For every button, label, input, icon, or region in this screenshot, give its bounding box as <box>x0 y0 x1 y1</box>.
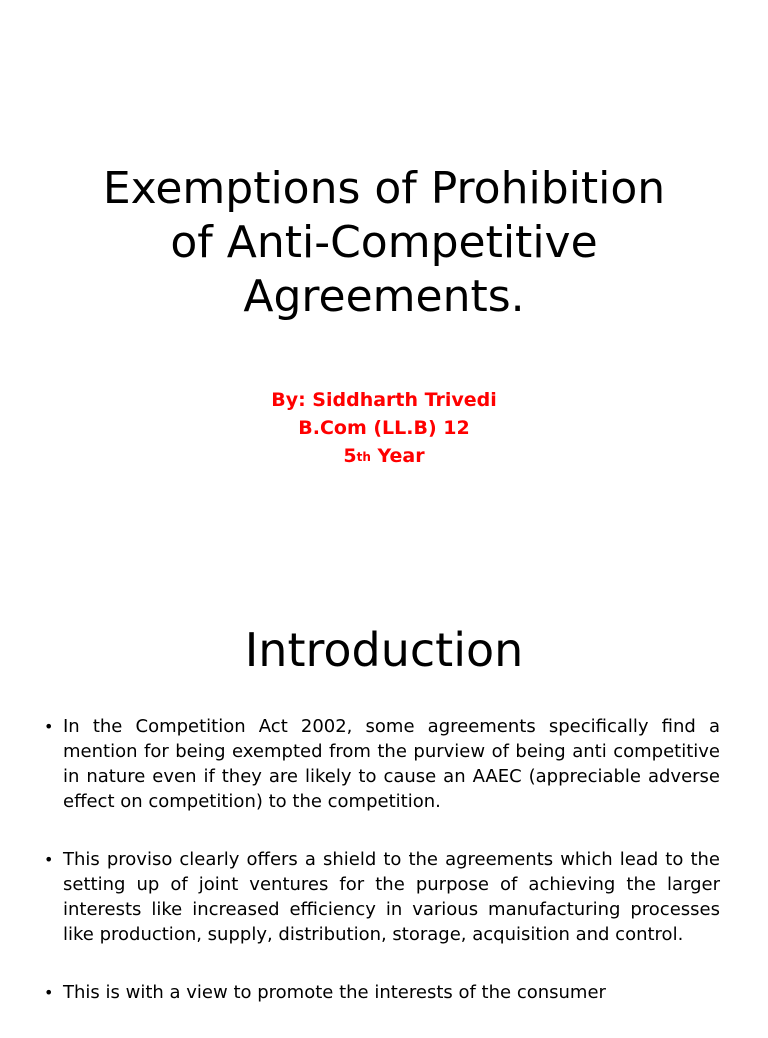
title-line-1: Exemptions of Prohibition <box>102 163 666 214</box>
bullet-dot-icon: • <box>44 983 54 1002</box>
introduction-title: Introduction <box>244 623 524 677</box>
bullet-dot-icon: • <box>44 850 54 869</box>
slide-title <box>0 162 768 324</box>
bullet-dot-icon: • <box>44 717 54 736</box>
title-line-2: of Anti-Competitive <box>170 217 598 268</box>
bullet-text: This is with a view to promote the interests of the consumer <box>63 982 606 1003</box>
bullet-item <box>44 847 720 947</box>
year-word: Year <box>370 445 425 467</box>
bullet-text: In the Competition Act 2002, some agreements specifically find a mention for being exempted from the purview of being anti competitive in nature even if they are likely to cause an AAEC (appreciable adverse effect on competition) to the competition. <box>63 716 720 812</box>
title-line-3: Agreements. <box>243 271 525 322</box>
bullet-item <box>44 980 720 1005</box>
year-line <box>0 442 768 472</box>
introduction-slide <box>0 576 768 1024</box>
bullet-text: This proviso clearly offers a shield to the agreements which lead to the setting up of joint ventures for the purpose of achieving the larger interests like increased efficiency in various manufacturing processes like production, supply, distribution, storage, acquisition and control. <box>63 849 720 945</box>
course-name: B.Com (LL.B) 12 <box>298 417 470 439</box>
year-number: 5 <box>343 445 357 467</box>
bullet-item <box>44 714 720 814</box>
author-byline <box>0 386 768 472</box>
bullet-list <box>44 714 720 1038</box>
author-name: By: Siddharth Trivedi <box>271 389 497 411</box>
year-suffix: th <box>356 450 371 464</box>
